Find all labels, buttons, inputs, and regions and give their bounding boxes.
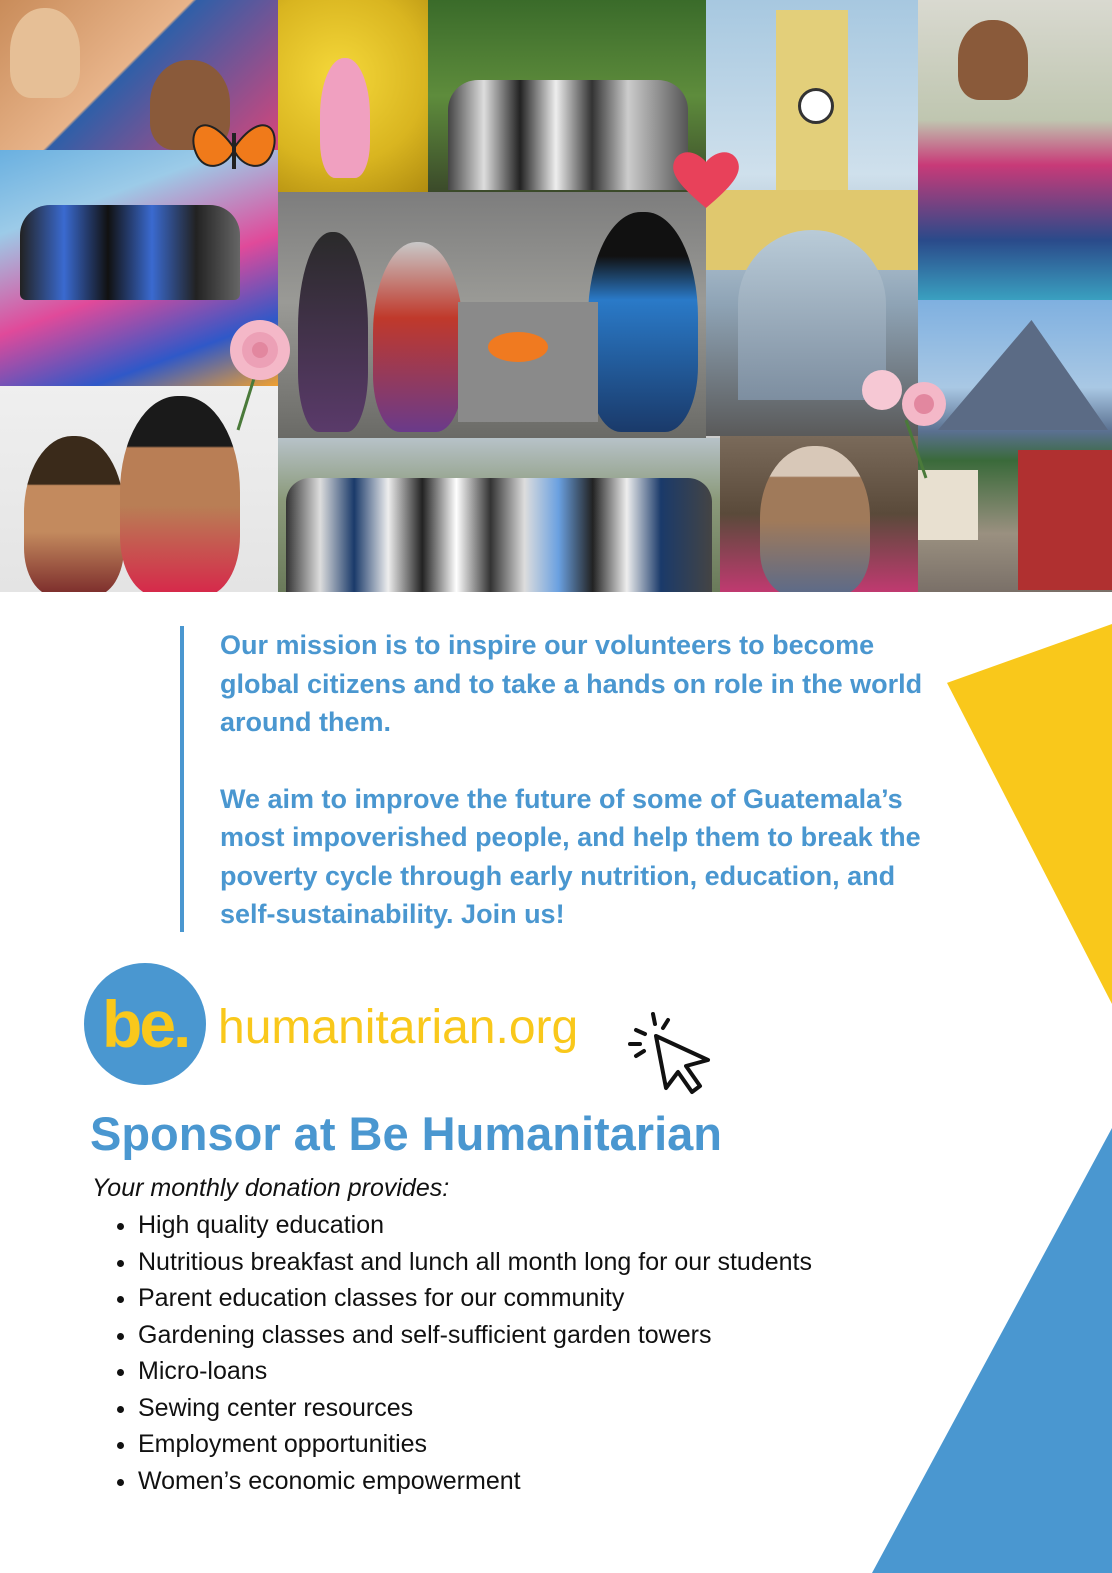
mission-paragraph-2: We aim to improve the future of some of Guatemala’s most impoverished people, and help them to break the poverty cycle through early nutrition, education, and self-sustainability. Join us! (220, 783, 921, 929)
photo-women-cooking (278, 192, 706, 438)
photo-volunteer-group-forest (428, 0, 706, 192)
list-item: • Parent education classes for our community (138, 1280, 812, 1317)
flower-icon (216, 312, 306, 432)
list-item: • Women’s economic empowerment (138, 1463, 812, 1500)
heart-icon (670, 146, 742, 212)
blue-triangle (872, 1128, 1112, 1573)
sponsor-title: Sponsor at Be Humanitarian (90, 1107, 722, 1160)
list-item: • Nutritious breakfast and lunch all month long for our students (138, 1244, 812, 1281)
list-item: • Micro-loans (138, 1353, 812, 1390)
flower-icon (846, 360, 956, 480)
photo-group-overlook (278, 438, 720, 592)
mission-statement (180, 626, 940, 932)
yellow-triangle (947, 624, 1112, 1004)
photo-child-slide (278, 0, 428, 192)
donation-subtitle: Your monthly donation provides: (92, 1174, 450, 1202)
logo-mark: be. (102, 987, 189, 1061)
cursor-click-icon (622, 1010, 718, 1102)
benefits-list (92, 1207, 812, 1499)
mission-paragraph-1: Our mission is to inspire our volunteers to become global citizens and to take a hands on role in the world around them. (220, 630, 923, 737)
list-item: • Employment opportunities (138, 1426, 812, 1463)
list-item: • Gardening classes and self-sufficient garden towers (138, 1317, 812, 1354)
list-item: • Sewing center resources (138, 1390, 812, 1427)
photo-girl-painting (918, 0, 1112, 300)
butterfly-icon (186, 98, 282, 194)
list-item: • High quality education (138, 1207, 812, 1244)
website-link[interactable]: humanitarian.org (218, 1001, 579, 1054)
photo-collage (0, 0, 1112, 592)
